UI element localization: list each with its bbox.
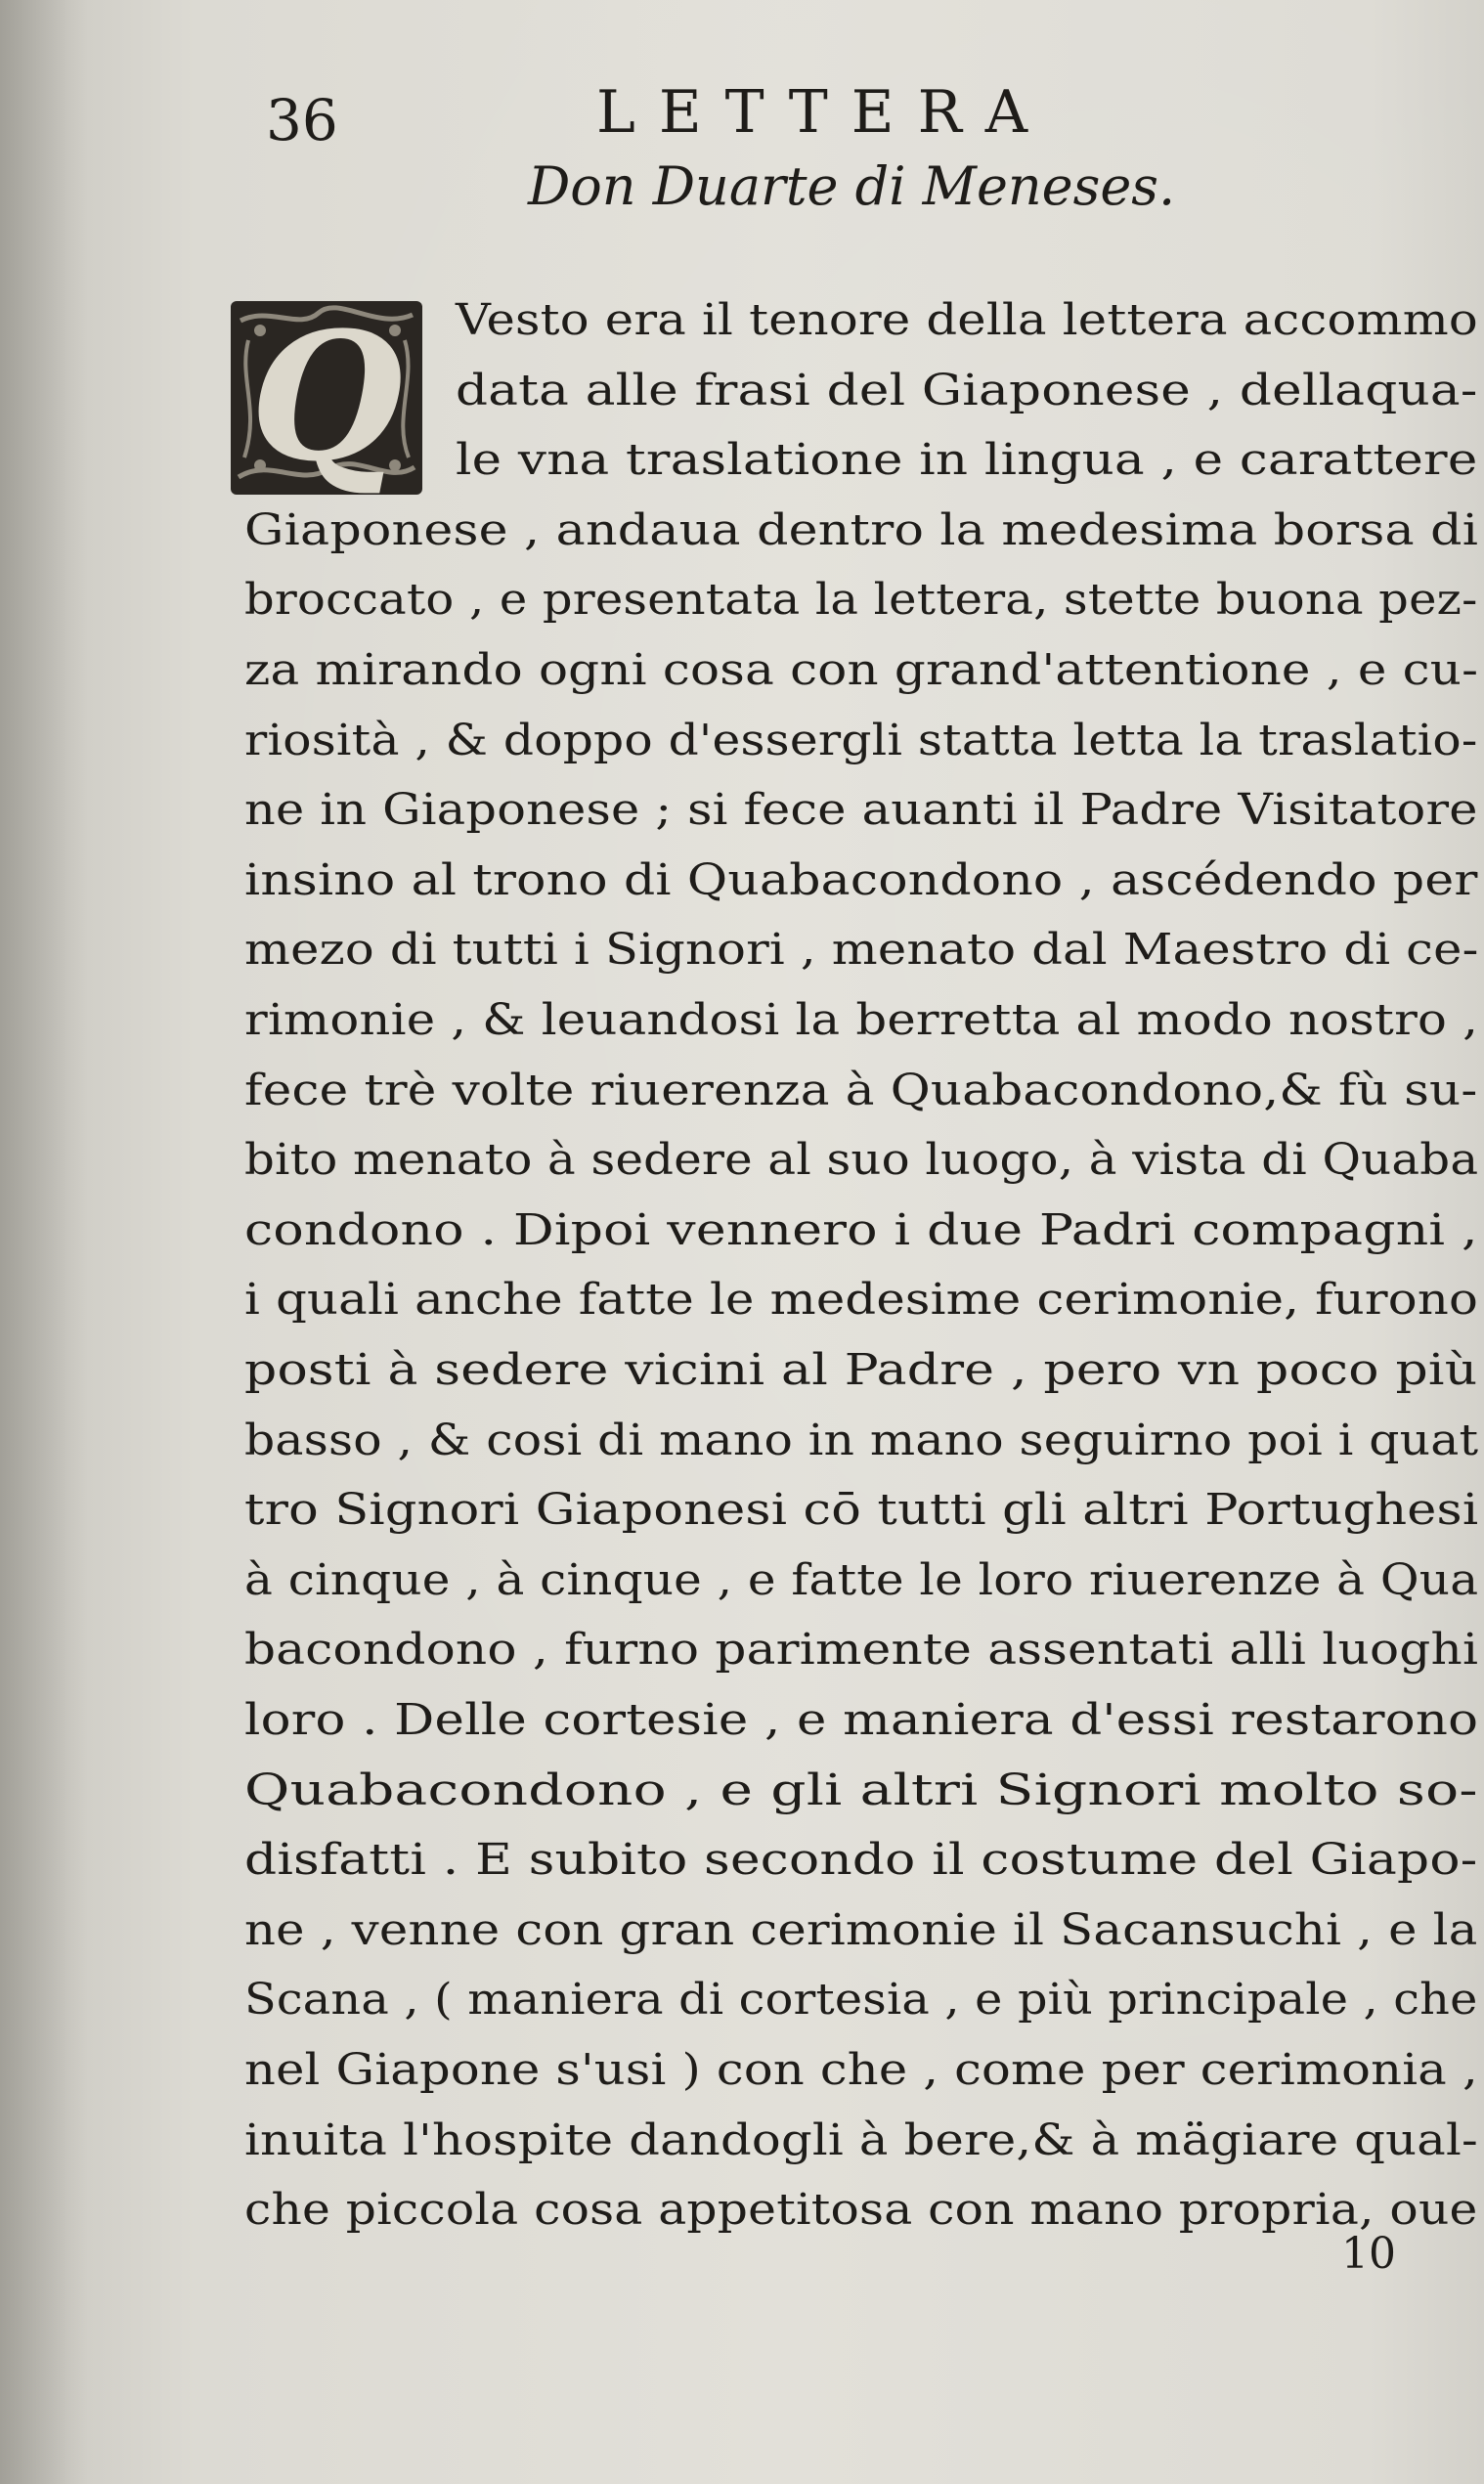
text-line: Vesto era il tenore della lettera accommo (456, 295, 1478, 345)
text-line: fece trè volte riuerenza à Quabacondono,& fù su- (244, 1065, 1478, 1115)
text-line: inuita l'hospite dandogli à bere,& à mägiare qual- (244, 2114, 1478, 2165)
text-line: bito menato à sedere al suo luogo, à vista di Quaba (244, 1135, 1479, 1186)
text-line: bacondono , furno parimente assentati alli luoghi (244, 1625, 1479, 1676)
text-line: le vna traslatione in lingua , e carattere (456, 435, 1478, 486)
text-line: disfatti . E subito secondo il costume del Giapo- (244, 1835, 1478, 1886)
text-line: basso , & cosi di mano in mano seguirno poi i quat (244, 1415, 1479, 1465)
page-number: 36 (266, 87, 338, 153)
text-line: broccato , e presentata la lettera, stette buona pez- (244, 575, 1478, 626)
text-line: za mirando ogni cosa con grand'attentione , e cu- (244, 645, 1479, 695)
text-line: ne in Giaponese ; si fece auanti il Padre Visitatore (244, 785, 1478, 836)
text-line: che piccola cosa appetitosa con mano propria, oue (244, 2185, 1478, 2236)
text-line: Quabacondono , e gli altri Signori molto so- (244, 1765, 1478, 1815)
text-line: mezo di tutti i Signori , menato dal Maestro di ce- (244, 925, 1479, 976)
text-line: ne , venne con gran cerimonie il Sacansuchi , e la (244, 1904, 1478, 1955)
text-line: insino al trono di Quabacondono , ascédendo per (244, 854, 1478, 905)
text-line: riosità , & doppo d'essergli statta letta la traslatio- (244, 715, 1478, 765)
text-line: posti à sedere vicini al Padre , pero vn poco più (244, 1345, 1478, 1395)
text-line: condono . Dipoi vennero i due Padri compagni , (244, 1204, 1478, 1255)
text-line: rimonie , & leuandosi la berretta al modo nostro , (244, 995, 1479, 1045)
catchword: 10 (1341, 2229, 1396, 2279)
text-line: i quali anche fatte le medesime cerimonie, furono (244, 1275, 1479, 1326)
running-head: LETTERA (596, 78, 1052, 147)
text-line: Scana , ( maniera di cortesia , e più principale , che (244, 1975, 1478, 2026)
text-line: Giaponese , andaua dentro la medesima borsa di (244, 504, 1479, 555)
text-line: à cinque , à cinque , e fatte le loro riuerenze à Qua (244, 1554, 1479, 1605)
text-line: loro . Delle cortesie , e maniera d'essi restarono (244, 1695, 1479, 1745)
text-line: nel Giapone s'usi ) con che , come per cerimonia , (244, 2045, 1478, 2095)
text-line: tro Signori Giaponesi cō tutti gli altri Portughesi (244, 1485, 1479, 1536)
initial-letter: Q (249, 301, 404, 495)
subtitle: Don Duarte di Meneses. (528, 155, 1176, 217)
text-line: data alle frasi del Giaponese , dellaqua- (456, 365, 1478, 415)
